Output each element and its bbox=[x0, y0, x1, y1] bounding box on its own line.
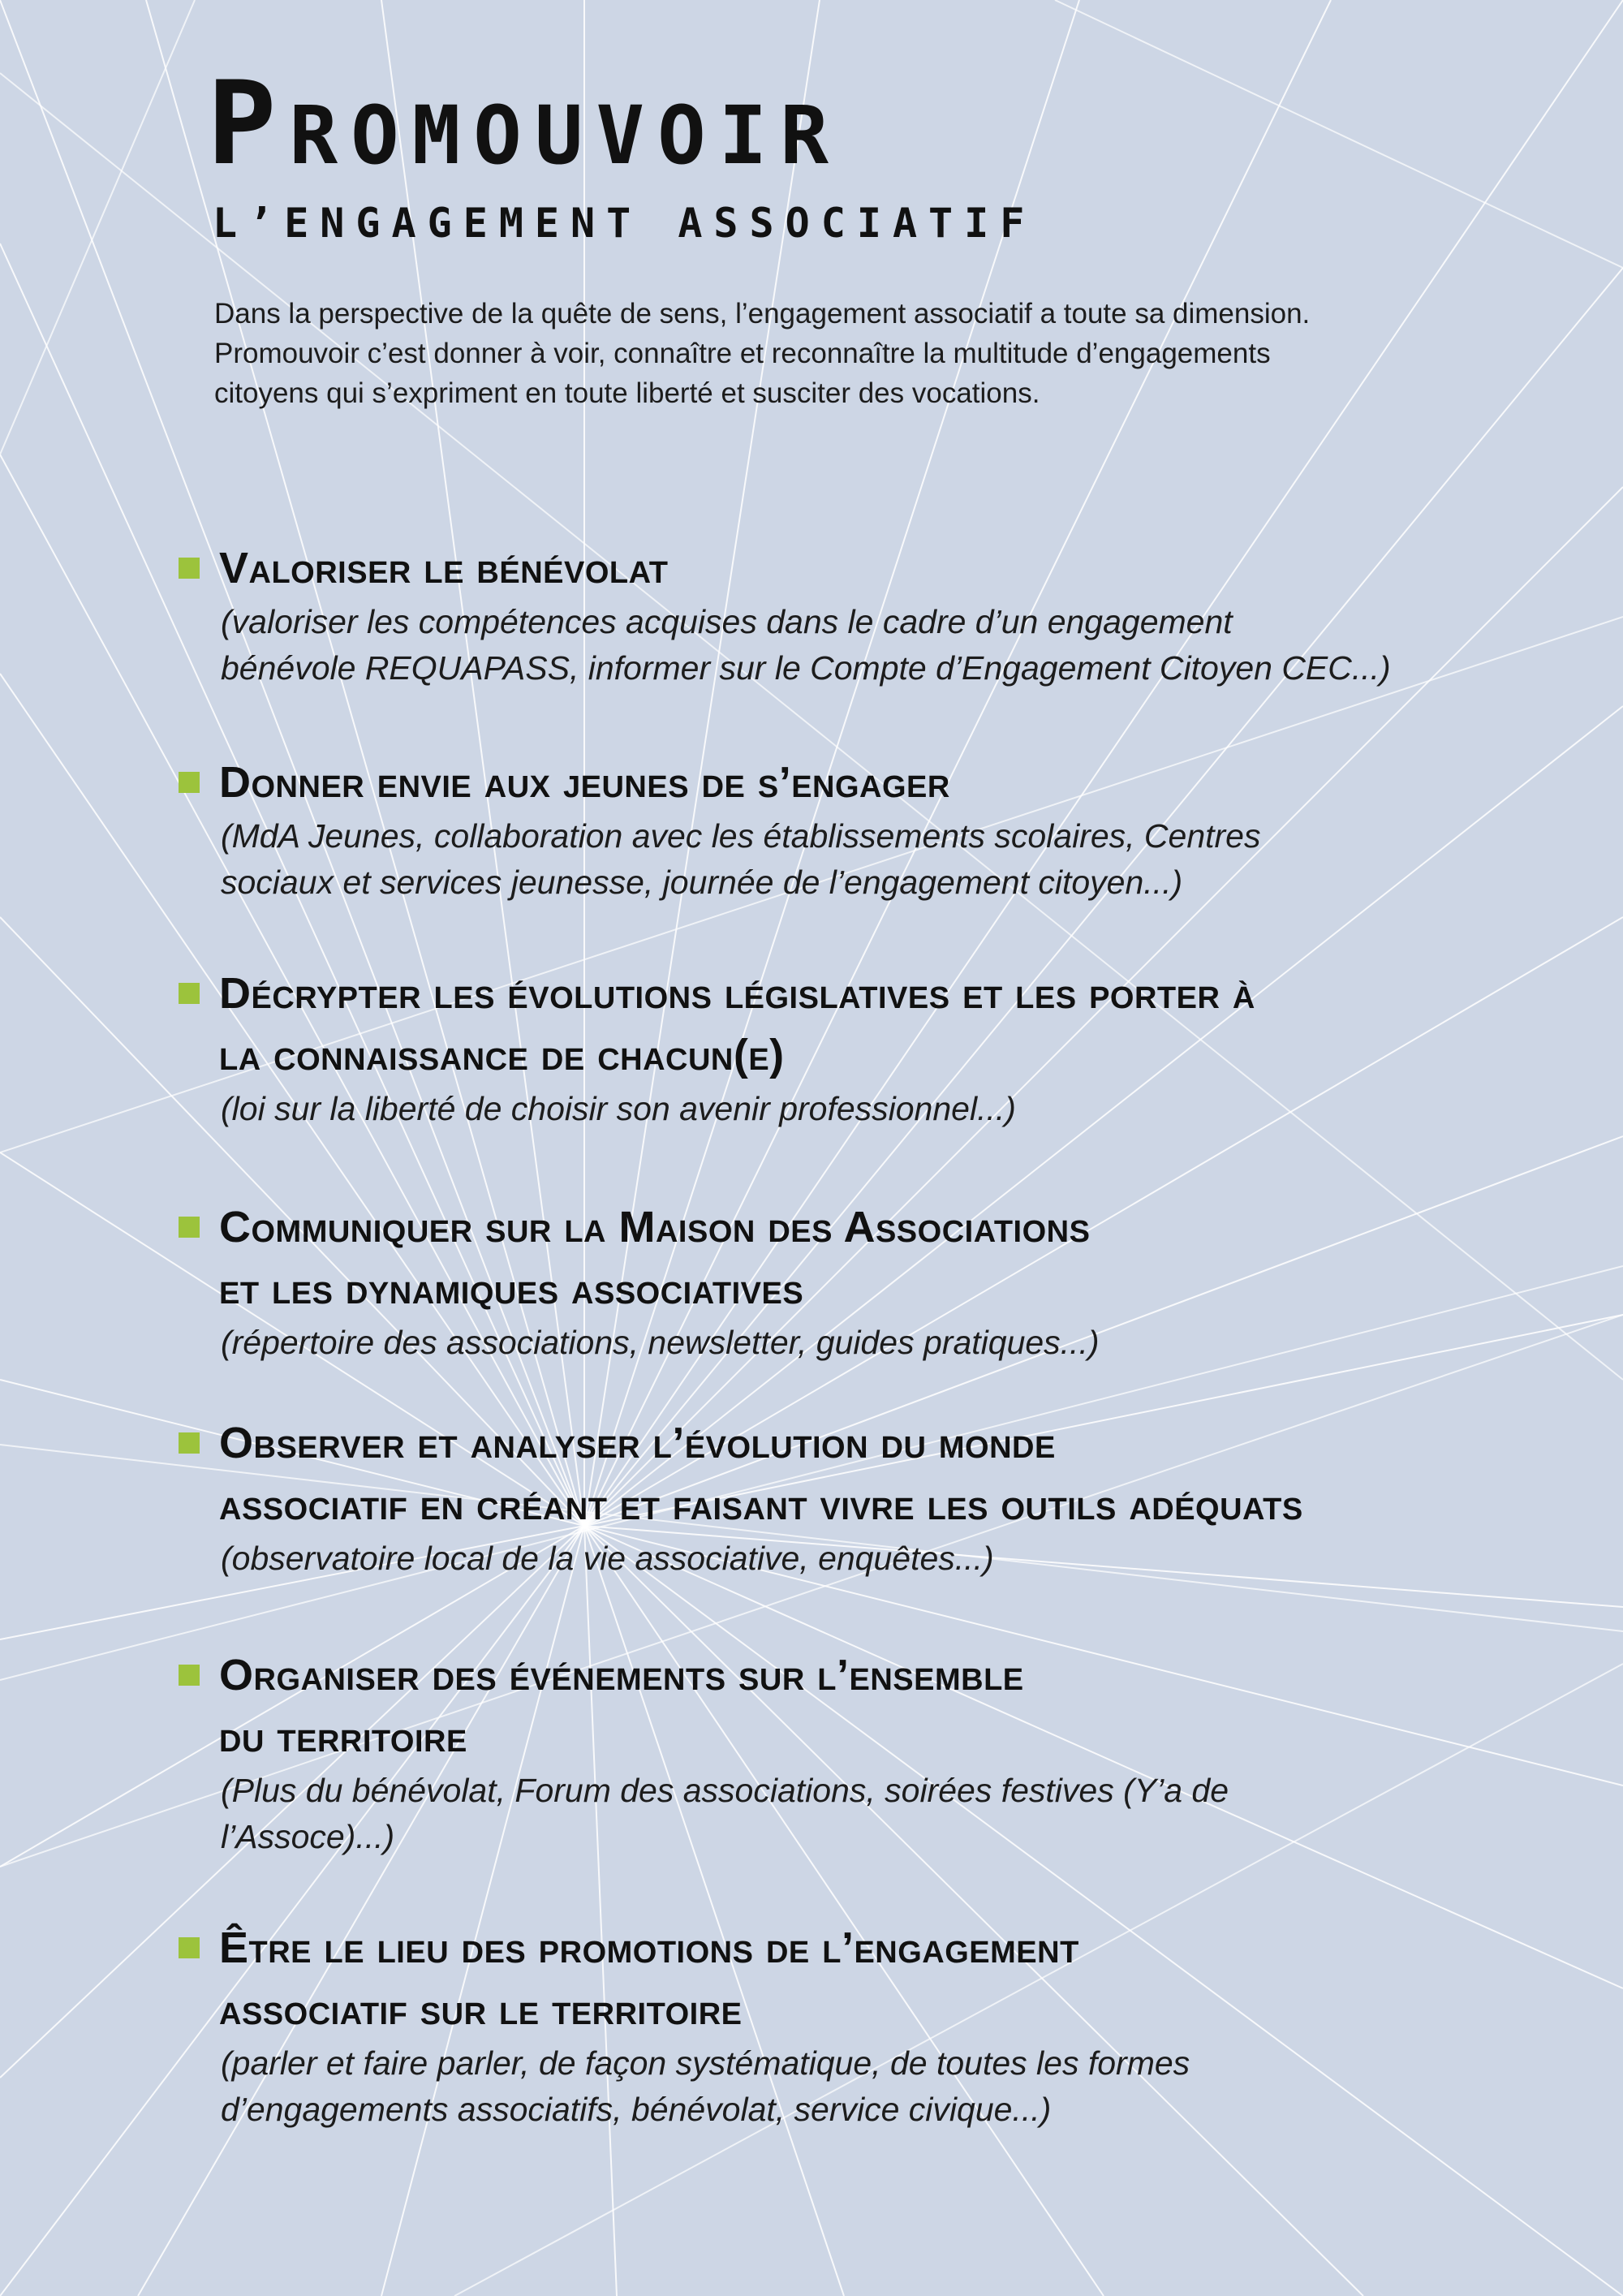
list-item-communiquer bbox=[179, 1196, 1542, 1366]
item-title-line: associatif sur le territoire bbox=[219, 1985, 743, 2034]
item-desc-line: d’engagements associatifs, bénévolat, service civique...) bbox=[221, 2091, 1052, 2128]
bullet-square-icon bbox=[179, 1432, 200, 1454]
item-description bbox=[221, 599, 1542, 691]
item-title bbox=[219, 752, 1542, 813]
intro-line: Dans la perspective de la quête de sens, l’engagement associatif a toute sa dimension. bbox=[214, 298, 1311, 330]
item-desc-line: (MdA Jeunes, collaboration avec les établissements scolaires, Centres bbox=[221, 817, 1261, 855]
bullet-square-icon bbox=[179, 983, 200, 1004]
item-description bbox=[221, 1768, 1542, 1860]
item-desc-line: bénévole REQUAPASS, informer sur le Compte d’Engagement Citoyen CEC...) bbox=[221, 649, 1391, 687]
item-title bbox=[219, 537, 1542, 599]
item-desc-line: (valoriser les compétences acquises dans le cadre d’un engagement bbox=[221, 603, 1233, 640]
item-desc-line: (loi sur la liberté de choisir son avenir professionnel...) bbox=[221, 1090, 1016, 1127]
intro-line: citoyens qui s’expriment en toute liberté et susciter des vocations. bbox=[214, 377, 1040, 409]
item-title-line: Communiquer sur la Maison des Associations bbox=[219, 1203, 1091, 1251]
list-item-organiser bbox=[179, 1644, 1542, 1860]
item-title-line: la connaissance de chacun(e) bbox=[219, 1031, 785, 1079]
item-description bbox=[221, 2040, 1542, 2133]
list-item-promotions bbox=[179, 1917, 1542, 2133]
item-desc-line: (Plus du bénévolat, Forum des associations, soirées festives (Y’a de bbox=[221, 1772, 1229, 1809]
item-description bbox=[221, 1320, 1542, 1366]
list-item-decrypter bbox=[179, 963, 1542, 1132]
item-title-line: Donner envie aux jeunes de s’engager bbox=[219, 758, 950, 807]
bullet-square-icon bbox=[179, 558, 200, 579]
item-title-line: Valoriser le bénévolat bbox=[219, 544, 669, 592]
item-title bbox=[219, 1412, 1542, 1536]
item-title bbox=[219, 1917, 1542, 2040]
page-subtitle: L’ENGAGEMENT ASSOCIATIF bbox=[213, 200, 1036, 247]
item-title-line: Observer et analyser l’évolution du monde bbox=[219, 1419, 1056, 1467]
item-desc-line: (observatoire local de la vie associative, enquêtes...) bbox=[221, 1540, 994, 1577]
intro-line: Promouvoir c’est donner à voir, connaître et reconnaître la multitude d’engagements bbox=[214, 338, 1271, 369]
item-title-line: Être le lieu des promotions de l’engagement bbox=[219, 1923, 1079, 1972]
item-description bbox=[221, 813, 1542, 906]
item-desc-line: sociaux et services jeunesse, journée de l’engagement citoyen...) bbox=[221, 864, 1183, 901]
bullet-square-icon bbox=[179, 1665, 200, 1686]
bullet-square-icon bbox=[179, 1937, 200, 1958]
item-title bbox=[219, 1644, 1542, 1768]
intro-paragraph bbox=[214, 294, 1480, 413]
page-title: Promouvoir bbox=[207, 57, 842, 191]
list-item-valoriser bbox=[179, 537, 1542, 691]
item-description bbox=[221, 1086, 1542, 1132]
item-description bbox=[221, 1536, 1542, 1582]
item-title-line: Organiser des événements sur l’ensemble bbox=[219, 1651, 1024, 1699]
bullet-square-icon bbox=[179, 1217, 200, 1238]
bullet-square-icon bbox=[179, 772, 200, 793]
list-item-observer bbox=[179, 1412, 1542, 1582]
item-title bbox=[219, 1196, 1542, 1320]
item-desc-line: l’Assoce)...) bbox=[221, 1818, 395, 1855]
list-item-jeunes bbox=[179, 752, 1542, 906]
item-title-line: du territoire bbox=[219, 1712, 467, 1761]
item-title bbox=[219, 963, 1542, 1086]
item-desc-line: (répertoire des associations, newsletter, guides pratiques...) bbox=[221, 1324, 1100, 1361]
item-title-line: associatif en créant et faisant vivre les outils adéquats bbox=[219, 1480, 1303, 1529]
item-desc-line: (parler et faire parler, de façon systématique, de toutes les formes bbox=[221, 2044, 1190, 2082]
item-title-line: et les dynamiques associatives bbox=[219, 1264, 804, 1313]
item-title-line: Décrypter les évolutions législatives et les porter à bbox=[219, 969, 1255, 1018]
